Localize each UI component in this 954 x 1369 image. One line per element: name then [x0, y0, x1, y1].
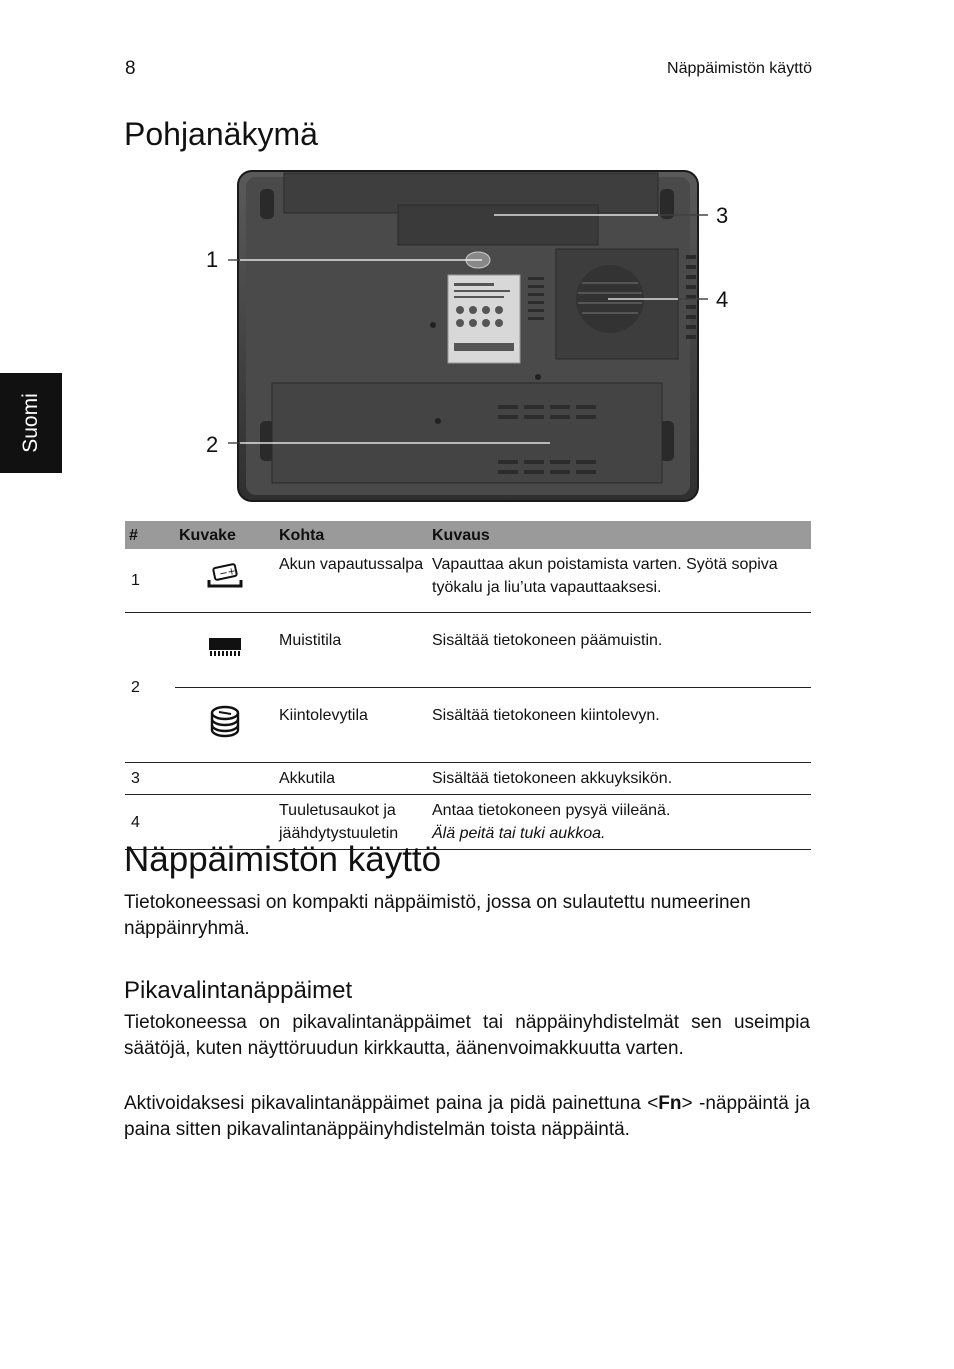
keyboard-section-title: Näppäimistön käyttö: [124, 840, 442, 879]
row-item: Tuuletusaukot ja jäähdytystuuletin: [275, 795, 428, 850]
table-header-row: [125, 521, 811, 549]
column-header-item: Kohta: [275, 521, 428, 549]
side-tab-label: Suomi: [19, 393, 42, 453]
keyboard-intro-paragraph: Tietokoneessasi on kompakti näppäimistö, jossa on sulautettu numeerinen näppäinryhmä.: [124, 892, 751, 939]
battery-release-icon: [205, 562, 245, 592]
hotkeys-paragraph-2-start: Aktivoidaksesi pikavalintanäppäimet paina ja pidä painettuna <: [124, 1093, 659, 1114]
hotkeys-section-title: Pikavalintanäppäimet: [124, 977, 353, 1004]
row-number: 3: [125, 763, 175, 795]
table-row: [125, 763, 811, 795]
callout-2: 2: [206, 432, 219, 457]
memory-icon: [205, 632, 245, 662]
row-item: Akkutila: [275, 763, 428, 795]
callout-1: 1: [206, 247, 219, 272]
row-item: Kiintolevytila: [275, 688, 428, 763]
table-row: [125, 613, 811, 688]
column-header-icon: Kuvake: [175, 521, 275, 549]
row-description: Antaa tietokoneen pysyä viileänä.: [432, 802, 671, 819]
bottom-view-title: Pohjanäkymä: [124, 116, 318, 152]
svg-text:−+: −+: [218, 565, 237, 581]
column-header-number: #: [125, 521, 175, 549]
hotkeys-paragraph-1: Tietokoneessa on pikavalintanäppäimet tai näppäinyhdistelmät sen useimpia säätöjä, kuten näyttöruudun kirkkautta, äänenvoimakkuutta varten.: [124, 1012, 810, 1059]
hard-disk-icon: [205, 704, 245, 740]
page-number: 8: [125, 58, 136, 79]
row-item: Akun vapautussalpa: [275, 549, 428, 613]
laptop-bottom-illustration: [198, 165, 758, 510]
table-row: [125, 688, 811, 763]
row-number: 2: [125, 613, 175, 763]
table-row: [125, 549, 811, 613]
row-number: 4: [125, 795, 175, 850]
language-side-tab: [0, 373, 62, 473]
row-description-warning: Älä peitä tai tuki aukkoa.: [432, 825, 606, 842]
row-description: Sisältää tietokoneen kiintolevyn.: [428, 688, 811, 763]
column-header-description: Kuvaus: [428, 521, 811, 549]
row-number: 1: [125, 549, 175, 613]
row-description: Sisältää tietokoneen päämuistin.: [432, 632, 663, 649]
row-description: Sisältää tietokoneen akkuyksikön.: [428, 763, 811, 795]
row-item: Muistitila: [279, 632, 342, 649]
fn-key-label: Fn: [658, 1093, 682, 1114]
running-header: Näppäimistön käyttö: [667, 60, 812, 77]
row-description: Vapauttaa akun poistamista varten. Syötä sopiva työkalu ja liu’uta vapauttaaksesi.: [428, 549, 811, 613]
callout-4: 4: [716, 287, 729, 312]
hotkeys-paragraph-2-end: > -näppäintä ja paina sitten pikavalintanäppäinyhdistelmän toista näppäintä.: [124, 1093, 810, 1140]
bottom-view-parts-table: [125, 521, 811, 850]
callout-3: 3: [716, 203, 729, 228]
hotkeys-paragraph-2: [124, 1091, 810, 1143]
